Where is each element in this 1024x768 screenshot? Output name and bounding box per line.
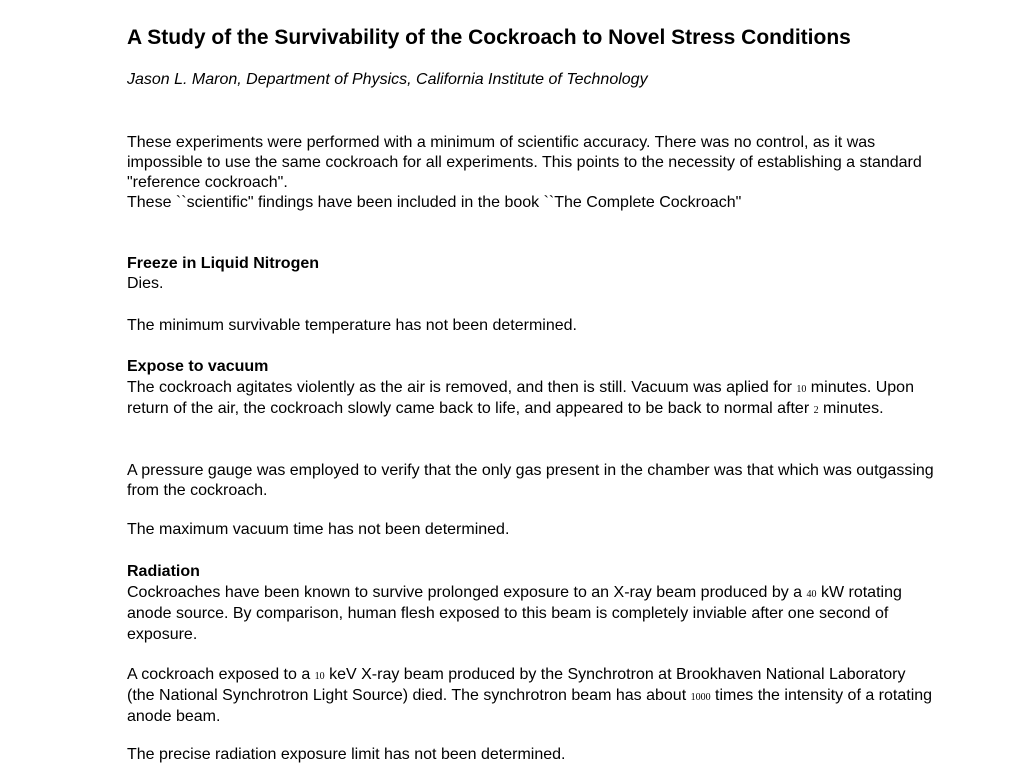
synchrotron-text-b: keV X-ray beam produced by the Synchrotron at Brookhaven National Laboratory (the National Synchrotron Light Source) died. The synchrotron beam has about (127, 666, 906, 704)
vacuum-gauge-paragraph: A pressure gauge was employed to verify that the only gas present in the chamber was that which was outgassing from the cockroach. (127, 462, 934, 499)
radiation-note: The precise radiation exposure limit has not been determined. (127, 746, 566, 763)
synchrotron-paragraph (127, 664, 937, 727)
vacuum-minutes-value: 10 (796, 384, 807, 395)
radiation-text-a: Cockroaches have been known to survive prolonged exposure to an X-ray beam produced by a (127, 584, 807, 601)
synchrotron-energy-value: 10 (314, 671, 325, 682)
intro-paragraph (127, 133, 937, 213)
vacuum-text-b: minutes. Upon return of the air, the cockroach slowly came back to life, and appeared to be back to normal after (127, 379, 914, 417)
vacuum-note: The maximum vacuum time has not been determined. (127, 521, 510, 538)
page-title: A Study of the Survivability of the Cockroach to Novel Stress Conditions (127, 26, 851, 49)
intro-book-note: These ``scientific" findings have been included in the book ``The Complete Cockroach" (127, 194, 742, 211)
vacuum-recovery-value: 2 (813, 405, 819, 416)
radiation-power-value: 40 (806, 589, 817, 600)
freeze-note: The minimum survivable temperature has not been determined. (127, 317, 577, 334)
synchrotron-text-a: A cockroach exposed to a (127, 666, 315, 683)
freeze-heading: Freeze in Liquid Nitrogen (127, 255, 320, 272)
radiation-heading: Radiation (127, 563, 200, 580)
vacuum-text-a: The cockroach agitates violently as the air is removed, and then is still. Vacuum was aplied for (127, 379, 797, 396)
intro-text: These experiments were performed with a minimum of scientific accuracy. There was no control, as it was impossible to use the same cockroach for all experiments. This points to the necessity of establishing a standard "reference cockroach". (127, 134, 922, 191)
author-line: Jason L. Maron, Department of Physics, California Institute of Technology (127, 71, 648, 88)
synchrotron-text-c: times the intensity of a rotating anode beam. (127, 687, 933, 725)
vacuum-section (127, 356, 937, 419)
vacuum-heading: Expose to vacuum (127, 358, 269, 375)
freeze-section (127, 254, 937, 294)
synchrotron-intensity-value: 1000 (690, 692, 711, 703)
freeze-result: Dies. (127, 275, 164, 292)
vacuum-text-c: minutes. (818, 400, 884, 417)
radiation-section (127, 561, 937, 645)
radiation-text-b: kW rotating anode source. By comparison, human flesh exposed to this beam is completely inviable after one second of exposure. (127, 584, 902, 643)
